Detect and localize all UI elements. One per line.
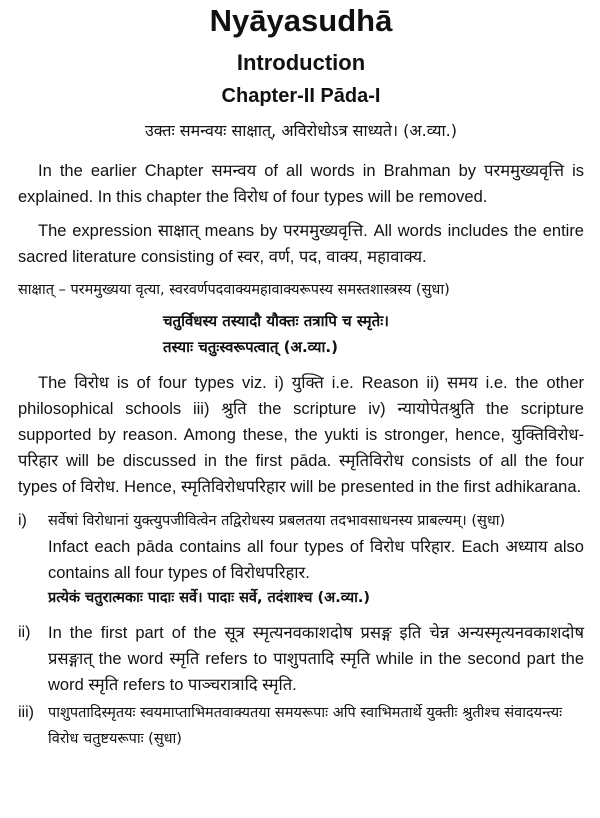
list-item-english: Infact each pāda contains all four types of विरोध परिहार. Each अध्याय also contains all four types of विरोधपरिहार. — [48, 538, 584, 582]
stanza-line-1: चतुर्विधस्य तस्यादौ यौक्तः तत्रापि च स्मृतेः। — [163, 312, 389, 330]
chapter-heading: Chapter-II Pāda-I — [221, 85, 381, 107]
list-item-sanskrit: पाशुपतादिस्मृतयः स्वयमाप्ताभिमतवाक्यतया समयरूपाः अपि स्वाभिमतार्थे युक्तीः श्रुतीश्च संवादयन्त्यः विरोध चतुष्टयरूपाः (सुधा) — [48, 705, 563, 747]
paragraph-2: The expression साक्षात् means by परममुख्यवृत्ति. All words includes the entire sacred literature consisting of स्वर, वर्ण, पद, वाक्य, महावाक्य. — [18, 222, 584, 266]
list-item-3 — [18, 698, 584, 752]
stanza-line-2: तस्याः चतुःस्वरूपत्वात् (अ.व्या.) — [163, 338, 338, 356]
list-item-english: In the first part of the सूत्र स्मृत्यनवकाशदोष प्रसङ्ग इति चेन्न अन्यस्मृत्यनवकाशदोष प्रसङ्गात् the word स्मृति refers to पाशुपतादि स्मृति while in the second part the word स्मृति refers to पाञ्चरात्रादि स्मृति. — [48, 624, 584, 694]
list-item-number: ii) — [18, 624, 31, 641]
list-item-number: iii) — [18, 704, 34, 721]
sudha-quote: साक्षात् – परममुख्यया वृत्या, स्वरवर्णपदवाक्यमहावाक्यरूपस्य समस्तशास्त्रस्य (सुधा) — [18, 282, 450, 298]
paragraph-3: The विरोध is of four types viz. i) युक्ति i.e. Reason ii) समय i.e. the other philosophical schools iii) श्रुति the scripture iv) न्यायोपेतश्रुति the scripture supported by reason. Among these, the yukti is stronger, hence, युक्तिविरोध-परिहार will be discussed in the first pāda. स्मृतिविरोध consists of all the four types of विरोध. Hence, स्मृतिविरोधपरिहार will be presented in the first adhikarana. — [18, 374, 584, 496]
list-item-number: i) — [18, 512, 27, 529]
page-title: Nyāyasudhā — [209, 3, 393, 38]
paragraph-1: In the earlier Chapter समन्वय of all words in Brahman by परममुख्यवृत्ति is explained. In this chapter the विरोध of four types will be removed. — [18, 162, 584, 206]
stanza — [18, 302, 584, 360]
list-item-sanskrit: सर्वेषां विरोधानां युक्त्युपजीवित्वेन तद्विरोधस्य प्रबलतया तदभावसाधनस्य प्राबल्यम्। (सुधा) — [48, 513, 506, 529]
list-item-2 — [18, 610, 584, 698]
list-item-1 — [18, 500, 584, 610]
list-item-sanskrit-bold: प्रत्येकं चतुरात्मकाः पादाः सर्वे। पादाः सर्वे, तदंशाश्च (अ.व्या.) — [48, 590, 370, 606]
opening-verse: उक्तः समन्वयः साक्षात्, अविरोधोऽत्र साध्यते। (अ.व्या.) — [145, 121, 457, 140]
section-subtitle: Introduction — [236, 50, 366, 75]
